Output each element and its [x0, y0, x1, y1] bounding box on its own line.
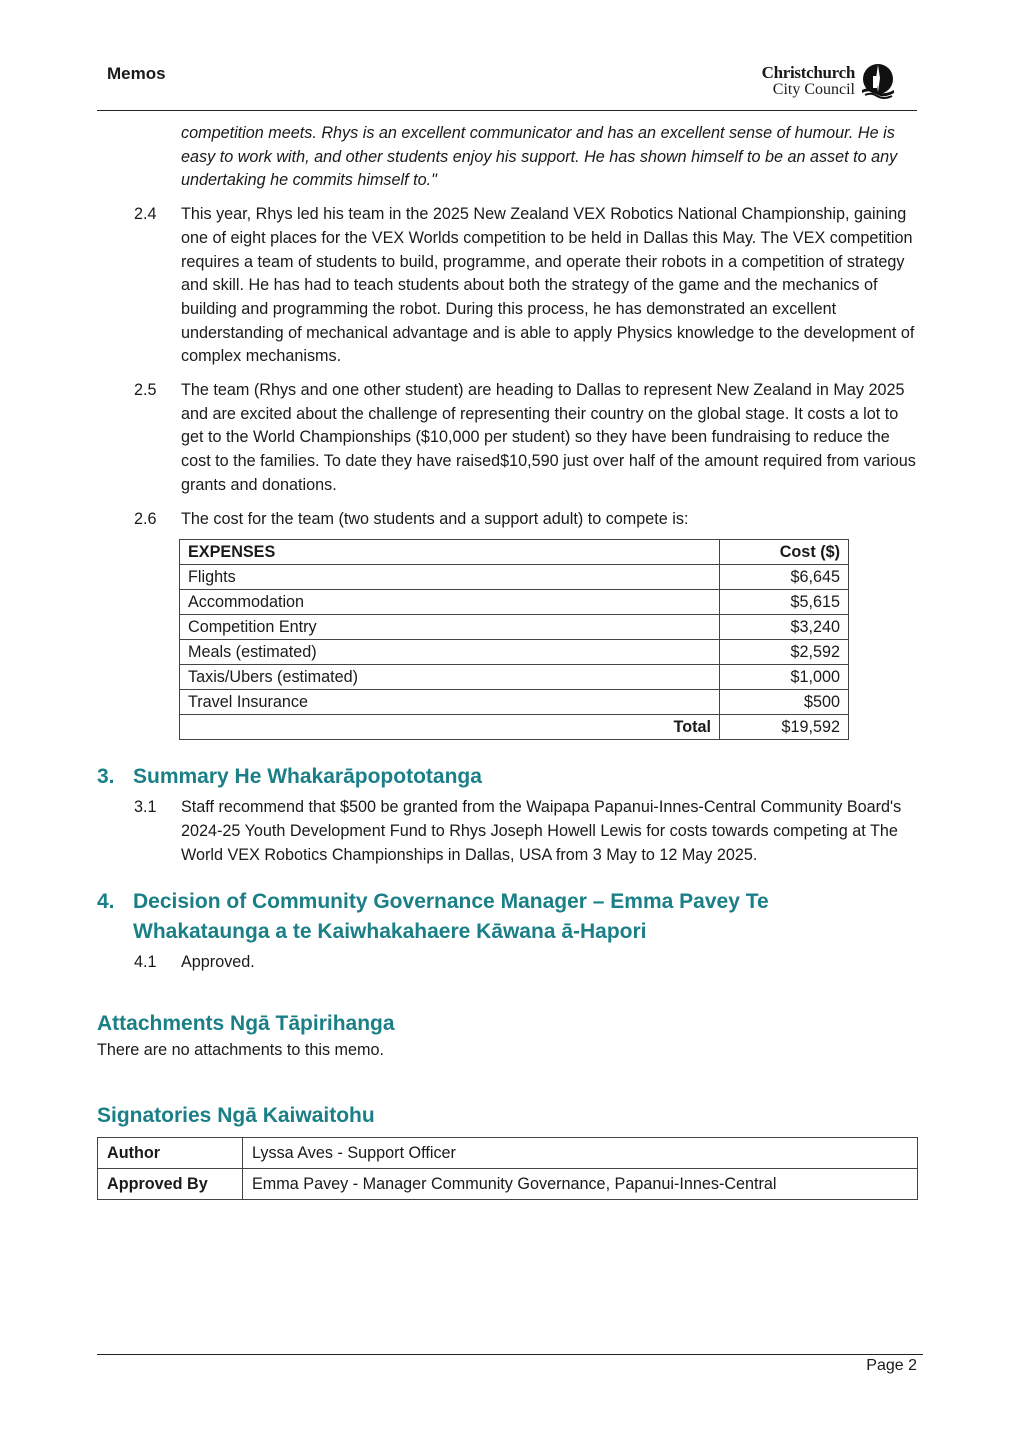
expense-cost: $5,615	[720, 590, 849, 615]
paragraph-2-5	[97, 379, 917, 498]
table-header-row	[180, 540, 849, 565]
section-title: Decision of Community Governance Manager – Emma Pavey Te Whakataunga a te Kaiwhakahaere Kāwana ā-Hapori	[133, 890, 769, 944]
table-total-row	[180, 715, 849, 740]
council-logo	[762, 62, 897, 100]
expense-item: Travel Insurance	[180, 690, 720, 715]
quote-text: competition meets. Rhys is an excellent communicator and has an excellent sense of humour. He is easy to work with, and other students enjoy his support. He has shown himself to be an asset to any undertaking he commits himself to."	[181, 124, 898, 190]
table-row	[180, 590, 849, 615]
table-row	[98, 1137, 918, 1168]
total-label: Total	[180, 715, 720, 740]
paragraph-number: 2.6	[134, 509, 157, 528]
paragraph-text: The cost for the team (two students and a support adult) to compete is:	[181, 509, 689, 528]
attachments-text: There are no attachments to this memo.	[97, 1041, 385, 1060]
paragraph-number: 2.4	[134, 205, 157, 224]
expenses-column-header: EXPENSES	[180, 540, 720, 565]
expense-cost: $2,592	[720, 640, 849, 665]
expense-cost: $6,645	[720, 565, 849, 590]
signatories-table	[97, 1137, 918, 1200]
attachments-heading: Attachments Ngā Tāpirihanga	[97, 1012, 395, 1036]
expense-cost: $1,000	[720, 665, 849, 690]
page-header	[97, 58, 917, 111]
paragraph-4-1	[97, 951, 917, 975]
paragraph-number: 2.5	[134, 381, 157, 400]
total-value: $19,592	[720, 715, 849, 740]
section-number: 3.	[97, 765, 115, 789]
section-title: Summary He Whakarāpopototanga	[133, 765, 482, 789]
paragraph-text: Approved.	[181, 953, 255, 972]
signatories-heading: Signatories Ngā Kaiwaitohu	[97, 1103, 375, 1127]
logo-line-1: Christchurch	[761, 63, 855, 82]
table-row	[180, 665, 849, 690]
paragraph-text: This year, Rhys led his team in the 2025 New Zealand VEX Robotics National Championship, gaining one of eight places for the VEX Worlds competition to be held in Dallas this May. The VEX competition requires a team of students to build, programme, and operate their robots in a competition of strategy and skill. He has had to teach students about both the strategy of the game and the mechanics of building and programming the robot. During this process, he has demonstrated an excellent understanding of mechanical advantage and is able to apply Physics knowledge to the development of complex mechanisms.	[181, 205, 915, 366]
table-row	[98, 1168, 918, 1199]
section-number: 4.	[97, 890, 115, 914]
memo-body	[97, 122, 917, 1200]
paragraph-2-4	[97, 203, 917, 369]
expense-cost: $500	[720, 690, 849, 715]
section-3-heading	[97, 762, 917, 792]
paragraph-number: 4.1	[134, 953, 157, 972]
expense-item: Competition Entry	[180, 615, 720, 640]
table-row	[180, 640, 849, 665]
expense-item: Taxis/Ubers (estimated)	[180, 665, 720, 690]
section-4-heading	[97, 887, 917, 947]
cost-column-header: Cost ($)	[720, 540, 849, 565]
paragraph-2-6	[97, 508, 917, 532]
table-row	[180, 615, 849, 640]
paragraph-number: 3.1	[134, 798, 157, 817]
expense-item: Accommodation	[180, 590, 720, 615]
cathedral-emblem-icon	[859, 62, 897, 100]
page-number: Page 2	[866, 1357, 917, 1374]
table-row	[180, 690, 849, 715]
expense-cost: $3,240	[720, 615, 849, 640]
page-footer	[97, 1354, 923, 1374]
signatory-role: Author	[98, 1137, 243, 1168]
logo-line-2: City Council	[772, 81, 855, 98]
signatory-role: Approved By	[98, 1168, 243, 1199]
header-section-label: Memos	[107, 64, 166, 83]
paragraph-3-1	[97, 796, 917, 867]
paragraph-text: Staff recommend that $500 be granted from the Waipapa Papanui-Innes-Central Community Board's 2024-25 Youth Development Fund to Rhys Joseph Howell Lewis for costs towards competing at The World VEX Robotics Championships in Dallas, USA from 3 May to 12 May 2025.	[181, 798, 902, 864]
expenses-table	[179, 539, 849, 740]
signatory-name: Lyssa Aves - Support Officer	[243, 1137, 918, 1168]
table-row	[180, 565, 849, 590]
expense-item: Meals (estimated)	[180, 640, 720, 665]
expense-item: Flights	[180, 565, 720, 590]
paragraph-text: The team (Rhys and one other student) are heading to Dallas to represent New Zealand in May 2025 and are excited about the challenge of representing their country on the global stage. It costs a lot to get to the World Championships ($10,000 per student) so they have been fundraising to reduce the cost to the families. To date they have raised$10,590 just over half of the amount required from various grants and donations.	[181, 381, 916, 494]
signatory-name: Emma Pavey - Manager Community Governance, Papanui-Innes-Central	[243, 1168, 918, 1199]
